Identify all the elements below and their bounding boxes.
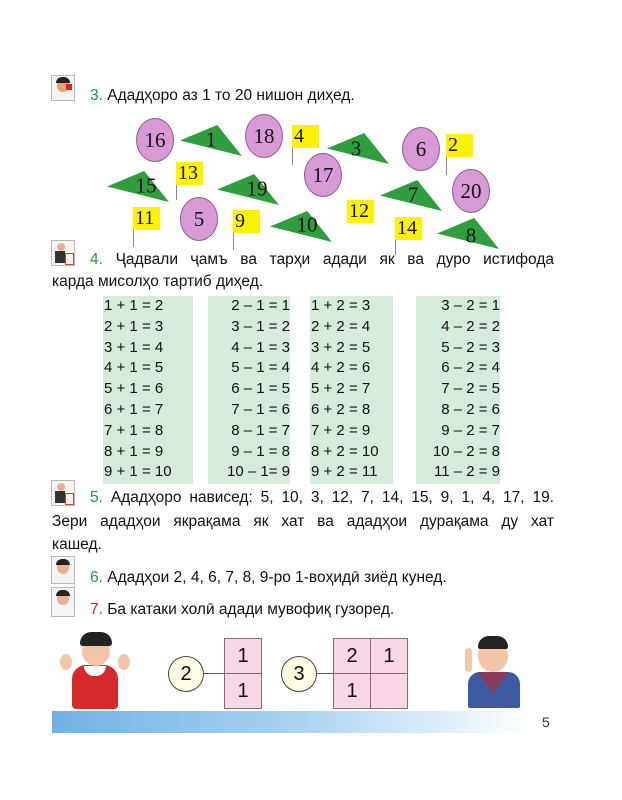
exercise-4-line2: карда мисолҳо тартиб диҳед. <box>52 273 264 290</box>
triangle-number: 1 <box>205 127 217 152</box>
table-row: 2 + 1 = 3 <box>104 317 164 335</box>
table-row: 7 + 2 = 9 <box>311 421 371 439</box>
triangle-number: 15 <box>135 173 157 198</box>
balloon: 16 <box>136 118 174 162</box>
table-row: 6 + 2 = 8 <box>311 400 371 418</box>
exercise-3 <box>90 84 592 108</box>
exercise-6 <box>90 566 592 590</box>
grid-cell: 1 <box>224 638 262 674</box>
flag: 9 <box>233 210 260 233</box>
exercise-4-line1 <box>52 248 554 272</box>
table-row: 9 – 2 = 7 <box>441 421 500 439</box>
table-row: 5 + 1 = 6 <box>104 380 164 398</box>
table-row: 5 + 2 = 7 <box>311 380 371 398</box>
table-row: 2 – 1 = 1 <box>231 297 290 314</box>
number-circle: 2 <box>168 656 204 692</box>
grid-cell: 1 <box>333 673 371 709</box>
flag: 12 <box>347 200 374 223</box>
table-row: 8 + 2 = 10 <box>311 442 379 460</box>
table-row: 4 + 2 = 6 <box>311 359 371 377</box>
flag: 4 <box>292 125 319 148</box>
table-row: 7 + 1 = 8 <box>104 421 164 439</box>
table-row: Ададҳоро нависед: 5, 10, 3, 12, 7, 14, 15, 9, 1, 4, 17, 19. <box>110 489 554 506</box>
table-row: 8 + 1 = 9 <box>104 442 164 460</box>
table-row: 8 – 2 = 6 <box>441 400 500 418</box>
table-row: 10 – 1= 9 <box>227 463 290 481</box>
flag: 2 <box>446 134 473 157</box>
table-row: 5 – 2 = 3 <box>441 338 500 356</box>
table-row: 1 + 1 = 2 <box>104 297 164 314</box>
table-row: 2 + 2 = 4 <box>311 317 371 335</box>
table-row: 7 – 1 = 6 <box>231 400 290 418</box>
table-row: 3 – 2 = 1 <box>441 297 500 314</box>
table-row: 4. <box>90 251 103 268</box>
table-row: 8 – 1 = 7 <box>231 421 290 439</box>
exercise-text: Ададҳоро аз 1 то 20 нишон диҳед. <box>107 87 355 104</box>
balloon: 18 <box>245 114 283 158</box>
empty-grid-cell[interactable] <box>370 673 408 709</box>
triangle-number: 19 <box>246 176 268 201</box>
flag: 14 <box>395 217 422 240</box>
table-row: 9 + 1 = 10 <box>104 463 172 481</box>
table-row: 6. <box>90 569 103 586</box>
exercise-number: 3. <box>90 87 103 104</box>
table-row: 7 – 2 = 5 <box>441 380 500 398</box>
balloon: 5 <box>180 197 218 241</box>
boy-icon <box>51 556 75 584</box>
page-number: 5 <box>542 714 550 730</box>
table-row: 9 + 2 = 11 <box>311 463 378 481</box>
table-row: 7. <box>90 601 103 618</box>
grid-cell: 1 <box>370 638 408 674</box>
subtraction-table-1 <box>208 296 290 484</box>
exercise-5-line1 <box>52 486 554 510</box>
flag: 13 <box>176 162 203 185</box>
balloon: 17 <box>304 153 342 197</box>
addition-table-2 <box>310 296 393 484</box>
grid-cell: 2 <box>333 638 371 674</box>
exercise-5-line3: кашед. <box>52 536 102 553</box>
subtraction-table-2 <box>416 296 500 484</box>
table-row: 6 + 1 = 7 <box>104 400 164 418</box>
table-row: 3 + 1 = 4 <box>104 338 164 356</box>
table-row: Ҷадвали ҷамъ ва тарҳи адади як ва дуро истифода <box>115 251 554 268</box>
triangle-number: 3 <box>350 136 362 161</box>
balloon: 6 <box>402 127 440 171</box>
number-circle: 3 <box>281 656 317 692</box>
exercise-5-line2: Зери ададҳои якрақама як хат ва ададҳои дурақама ду хат <box>52 513 554 530</box>
table-row: 5. <box>90 489 103 506</box>
table-row: Ба катаки холӣ адади мувофиқ гузоред. <box>107 601 395 618</box>
table-row: 11 – 2 = 9 <box>433 463 500 481</box>
grid-cell: 1 <box>224 673 262 709</box>
table-row: 4 – 1 = 3 <box>231 338 290 356</box>
table-row: 3 + 2 = 5 <box>311 338 371 356</box>
table-row: 4 + 1 = 5 <box>104 359 164 377</box>
girl-icon <box>51 75 75 101</box>
table-row: 6 – 1 = 5 <box>231 380 290 398</box>
table-row: 9 – 1 = 8 <box>231 442 290 460</box>
boy-icon <box>51 587 75 617</box>
table-row: 5 – 1 = 4 <box>231 359 290 377</box>
addition-table-1 <box>103 296 193 484</box>
flag: 11 <box>133 207 160 230</box>
table-row: 6 – 2 = 4 <box>441 359 500 377</box>
footer-bar <box>52 711 532 733</box>
table-row: Ададҳои 2, 4, 6, 7, 8, 9-ро 1-воҳидӣ зиёд кунед. <box>107 569 447 586</box>
table-row: 4 – 2 = 2 <box>441 317 500 335</box>
exercise-7 <box>90 598 592 622</box>
triangle-number: 8 <box>465 223 477 248</box>
triangle-number: 10 <box>296 212 318 237</box>
table-row: 3 – 1 = 2 <box>231 317 290 335</box>
table-row: 1 + 2 = 3 <box>311 297 371 314</box>
balloon: 20 <box>452 169 490 213</box>
table-row: 10 – 2 = 8 <box>432 442 500 460</box>
triangle-number: 7 <box>407 182 419 207</box>
